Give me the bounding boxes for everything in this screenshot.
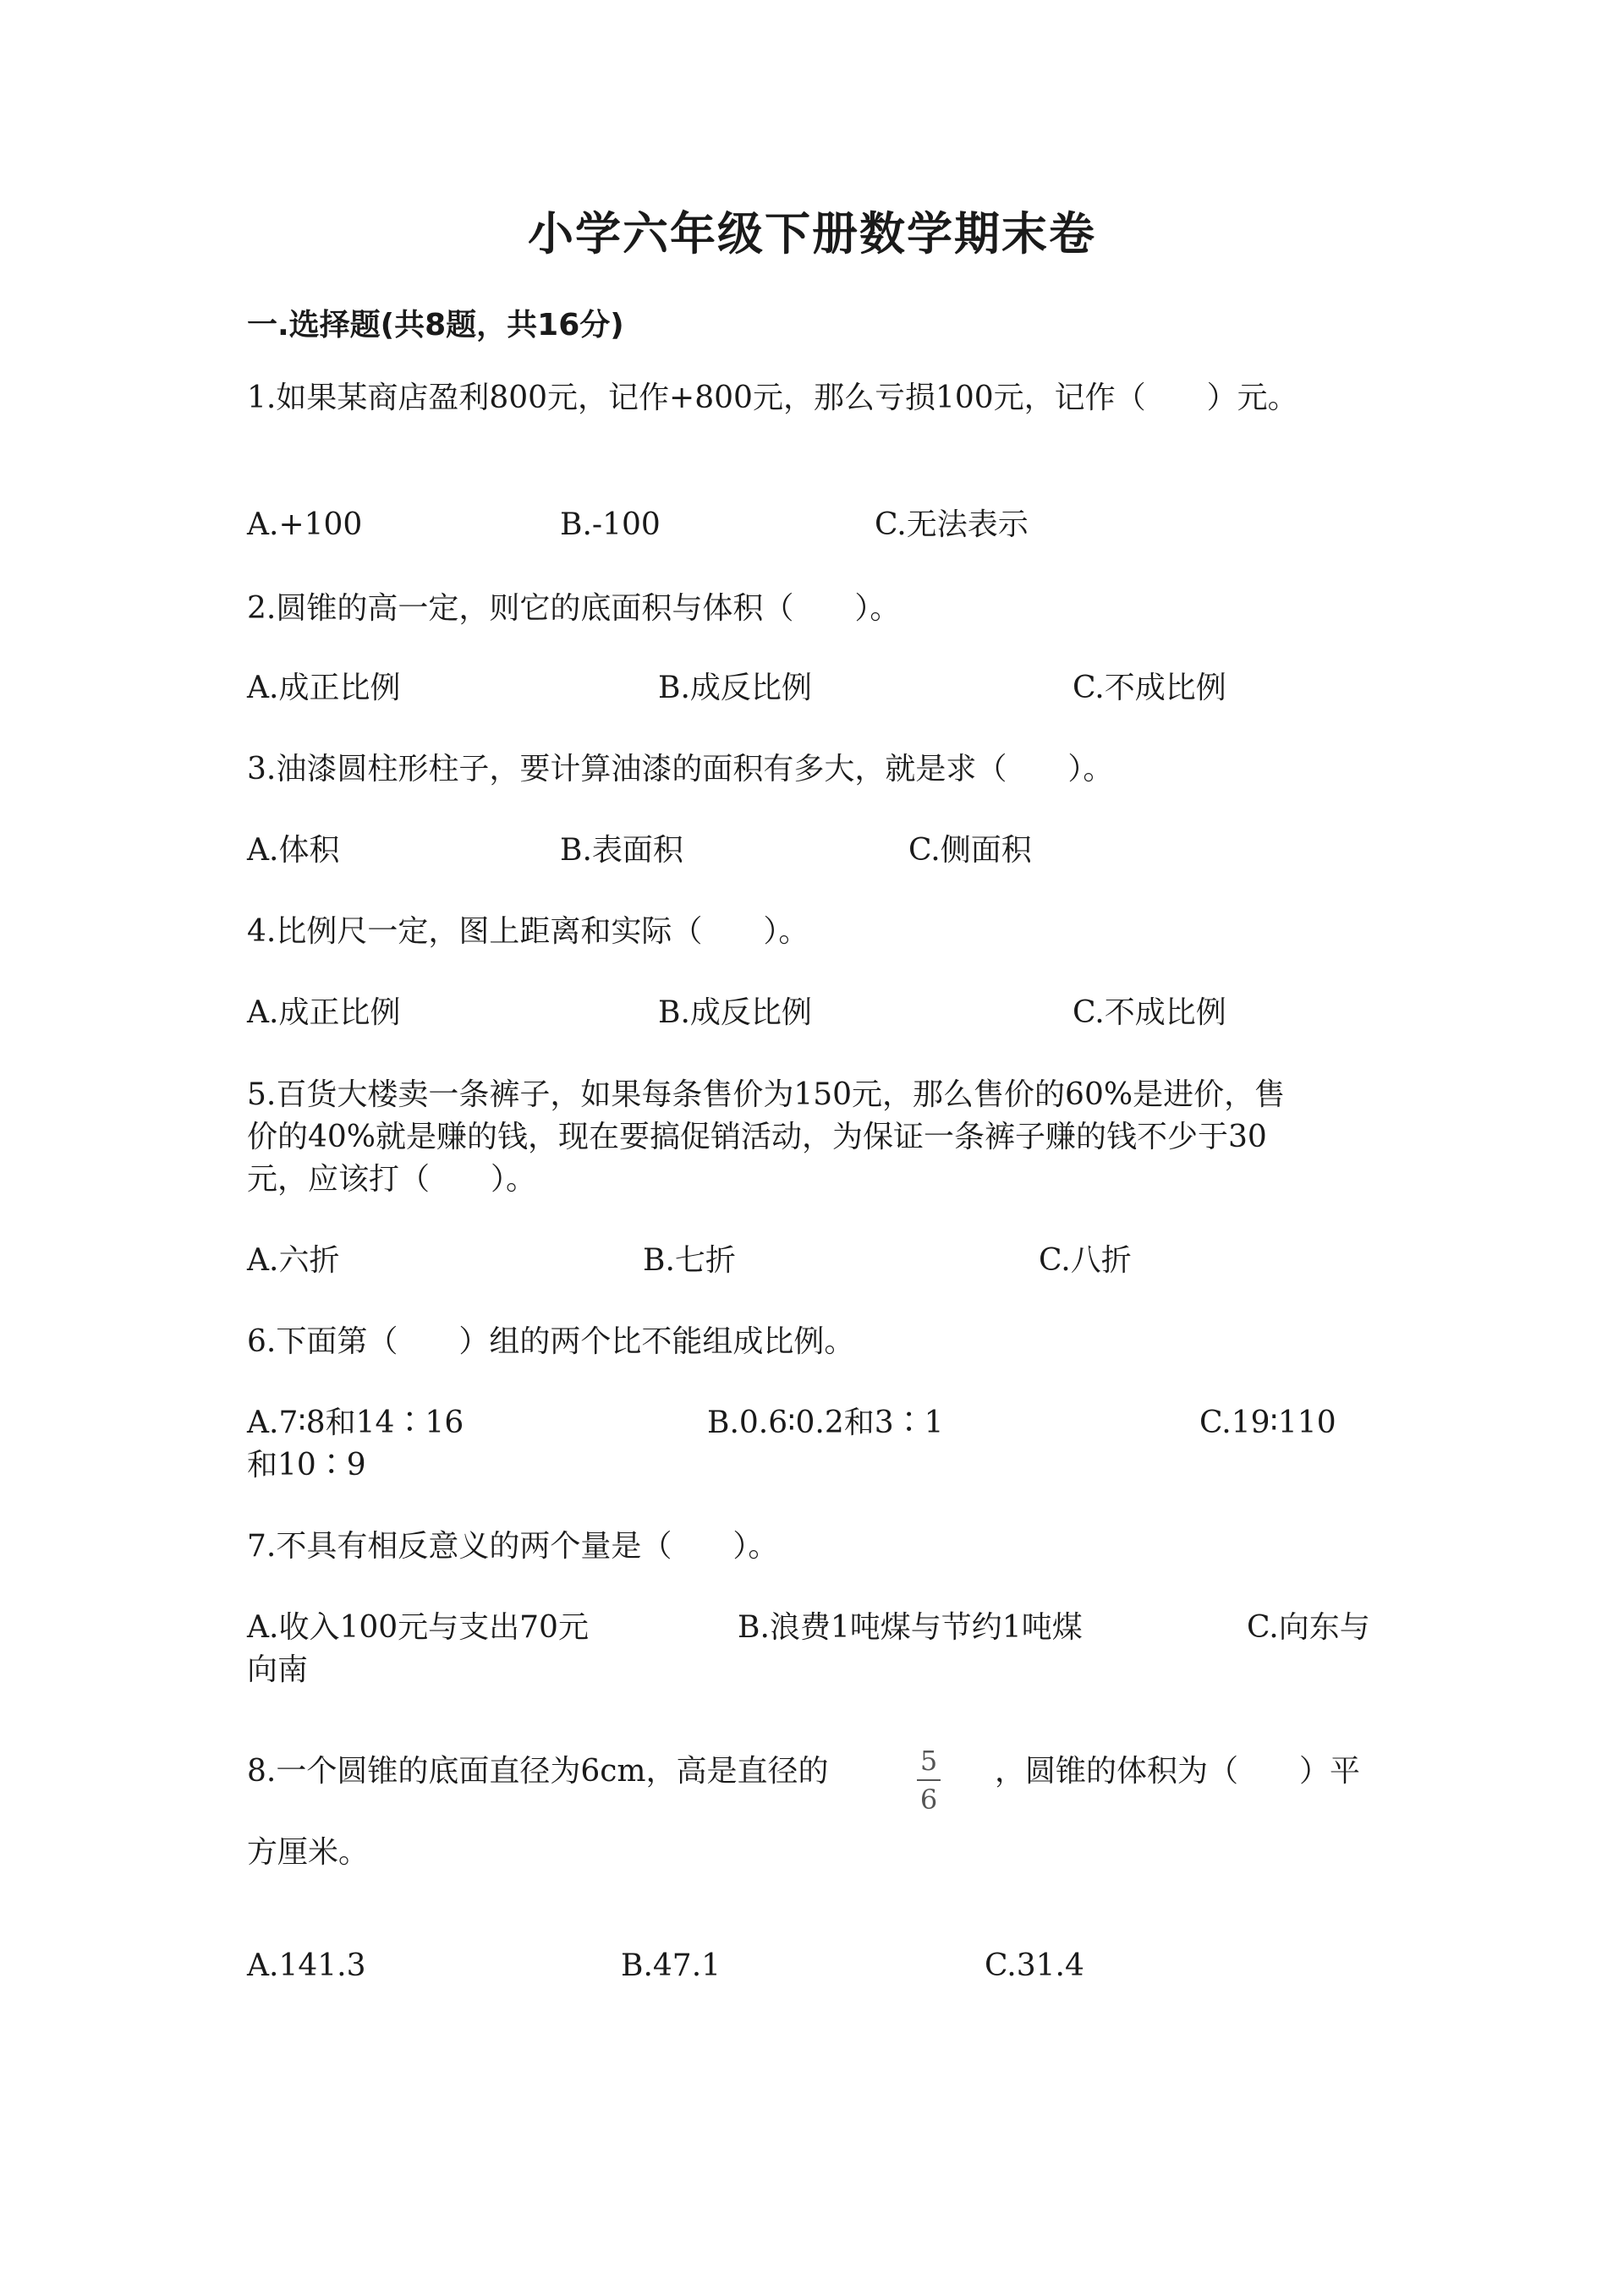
- question-4-option-c: C.不成比例: [1073, 995, 1226, 1030]
- question-6-option-a: A.7∶8和14∶16: [247, 1406, 464, 1440]
- exam-title: 小学六年级下册数学期末卷: [528, 206, 1096, 260]
- question-7-option-c-continued: 向南: [247, 1652, 309, 1687]
- question-8-option-b: B.47.1: [621, 1948, 721, 1983]
- question-2-option-b: B.成反比例: [658, 671, 812, 705]
- question-6-option-c-continued: 和10∶9: [247, 1448, 366, 1482]
- fraction-numerator: 5: [919, 1745, 938, 1777]
- question-4-option-b: B.成反比例: [658, 995, 812, 1030]
- fraction-bar: [917, 1779, 941, 1781]
- question-3-option-a: A.体积: [247, 833, 340, 868]
- section-heading: 一.选择题(共8题，共16分): [247, 308, 624, 342]
- question-8-option-a: A.141.3: [247, 1948, 366, 1983]
- question-8-text-before: 8.一个圆锥的底面直径为6cm，高是直径的: [247, 1754, 829, 1789]
- question-5-option-c: C.八折: [1039, 1243, 1132, 1278]
- question-6-option-b: B.0.6∶0.2和3∶1: [707, 1406, 944, 1440]
- question-3-option-c: C.侧面积: [908, 833, 1032, 868]
- question-7-option-c: C.向东与: [1247, 1610, 1370, 1645]
- question-3-option-b: B.表面积: [560, 833, 683, 868]
- question-1-option-a: A.+100: [247, 507, 363, 542]
- question-7-option-b: B.浪费1吨煤与节约1吨煤: [738, 1610, 1083, 1645]
- question-2-option-a: A.成正比例: [247, 671, 401, 705]
- question-2-option-c: C.不成比例: [1073, 671, 1226, 705]
- question-8-text-wrap: 方厘米。: [247, 1835, 370, 1870]
- question-5-option-b: B.七折: [643, 1243, 736, 1278]
- fraction-denominator: 6: [919, 1784, 938, 1816]
- question-2-text: 2.圆锥的高一定，则它的底面积与体积（ ）。: [247, 591, 901, 626]
- question-7-text: 7.不具有相反意义的两个量是（ ）。: [247, 1529, 779, 1564]
- question-1-text: 1.如果某商店盈利800元，记作+800元，那么亏损100元，记作（ ）元。: [247, 381, 1298, 415]
- question-7-option-a: A.收入100元与支出70元: [247, 1610, 589, 1645]
- question-5-text-line-3: 元，应该打（ ）。: [247, 1162, 537, 1197]
- question-8-text-after: ，圆锥的体积为（ ）平: [995, 1754, 1361, 1789]
- question-4-option-a: A.成正比例: [247, 995, 401, 1030]
- question-6-option-c: C.19∶110: [1199, 1406, 1336, 1440]
- question-4-text: 4.比例尺一定，图上距离和实际（ ）。: [247, 914, 809, 949]
- question-5-text-line-1: 5.百货大楼卖一条裤子，如果每条售价为150元，那么售价的60%是进价，售: [247, 1077, 1286, 1112]
- question-8-fraction: [912, 1744, 946, 1817]
- question-6-text: 6.下面第（ ）组的两个比不能组成比例。: [247, 1324, 855, 1359]
- question-3-text: 3.油漆圆柱形柱子，要计算油漆的面积有多大，就是求（ ）。: [247, 752, 1114, 786]
- question-1-option-c: C.无法表示: [875, 507, 1029, 542]
- question-5-option-a: A.六折: [247, 1243, 340, 1278]
- question-8-option-c: C.31.4: [985, 1948, 1084, 1983]
- question-5-text-line-2: 价的40%就是赚的钱，现在要搞促销活动，为保证一条裤子赚的钱不少于30: [247, 1120, 1267, 1154]
- question-1-option-b: B.-100: [560, 507, 661, 542]
